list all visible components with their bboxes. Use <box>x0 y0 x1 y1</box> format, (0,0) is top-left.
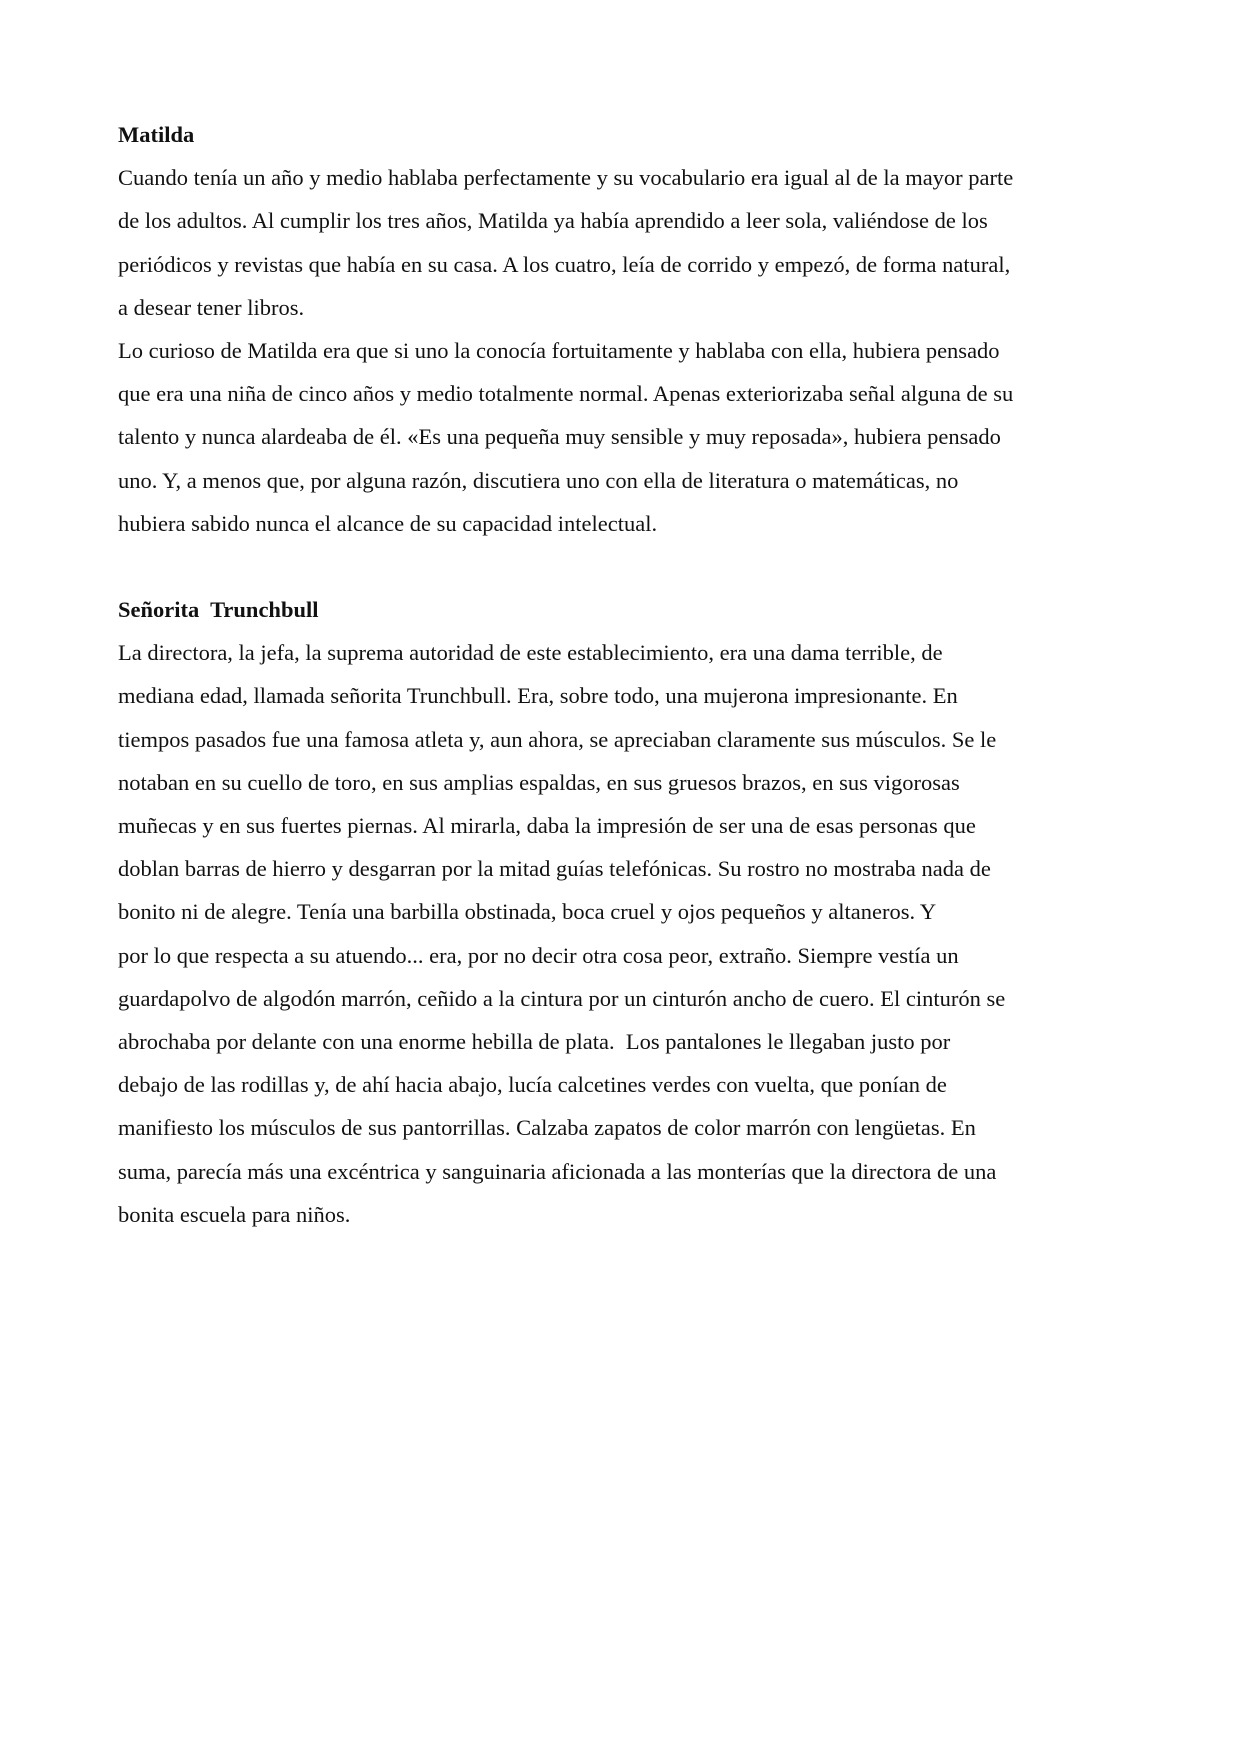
blank-line <box>118 545 1118 588</box>
text-line: Cuando tenía un año y medio hablaba perfectamente y su vocabulario era igual al de la mayor parte <box>118 165 1014 191</box>
section-heading-trunchbull: Señorita Trunchbull <box>118 597 319 623</box>
text-line: Lo curioso de Matilda era que si uno la conocía fortuitamente y hablaba con ella, hubiera pensado <box>118 337 1000 363</box>
text-line: tiempos pasados fue una famosa atleta y, aun ahora, se apreciaban claramente sus músculos. Se le <box>118 726 997 752</box>
text-line: notaban en su cuello de toro, en sus amplias espaldas, en sus gruesos brazos, en sus vigorosas <box>118 769 960 795</box>
text-line: periódicos y revistas que había en su casa. A los cuatro, leía de corrido y empezó, de forma natural, <box>118 251 1011 277</box>
text-line: por lo que respecta a su atuendo... era, por no decir otra cosa peor, extraño. Siempre vestía un <box>118 942 959 968</box>
text-line: que era una niña de cinco años y medio totalmente normal. Apenas exteriorizaba señal alguna de su <box>118 381 1014 407</box>
text-line: suma, parecía más una excéntrica y sanguinaria aficionada a las monterías que la directora de una <box>118 1158 997 1184</box>
section-body-matilda <box>118 156 1118 545</box>
text-line: mediana edad, llamada señorita Trunchbull. Era, sobre todo, una mujerona impresionante. En <box>118 683 958 709</box>
document-page <box>118 113 1118 1236</box>
text-line: guardapolvo de algodón marrón, ceñido a la cintura por un cinturón ancho de cuero. El cinturón se <box>118 985 1006 1011</box>
text-line: La directora, la jefa, la suprema autoridad de este establecimiento, era una dama terrible, de <box>118 640 943 666</box>
text-line: uno. Y, a menos que, por alguna razón, discutiera uno con ella de literatura o matemáticas, no <box>118 467 959 493</box>
text-line: talento y nunca alardeaba de él. «Es una pequeña muy sensible y muy reposada», hubiera pensado <box>118 424 1001 450</box>
text-line: doblan barras de hierro y desgarran por la mitad guías telefónicas. Su rostro no mostraba nada de <box>118 856 991 882</box>
section-heading-matilda: Matilda <box>118 122 195 147</box>
text-line: bonito ni de alegre. Tenía una barbilla obstinada, boca cruel y ojos pequeños y altaneros. Y <box>118 899 937 925</box>
text-line: hubiera sabido nunca el alcance de su capacidad intelectual. <box>118 510 658 536</box>
section-body-trunchbull <box>118 631 1118 1236</box>
text-line: manifiesto los músculos de sus pantorrillas. Calzaba zapatos de color marrón con lengüetas. En <box>118 1115 976 1141</box>
text-line: muñecas y en sus fuertes piernas. Al mirarla, daba la impresión de ser una de esas personas que <box>118 813 976 838</box>
text-line: de los adultos. Al cumplir los tres años, Matilda ya había aprendido a leer sola, valiéndose de los <box>118 208 988 234</box>
text-line: bonita escuela para niños. <box>118 1201 351 1227</box>
text-line: abrochaba por delante con una enorme hebilla de plata. Los pantalones le llegaban justo por <box>118 1028 951 1054</box>
text-line: debajo de las rodillas y, de ahí hacia abajo, lucía calcetines verdes con vuelta, que ponían de <box>118 1072 947 1098</box>
text-line: a desear tener libros. <box>118 294 305 320</box>
